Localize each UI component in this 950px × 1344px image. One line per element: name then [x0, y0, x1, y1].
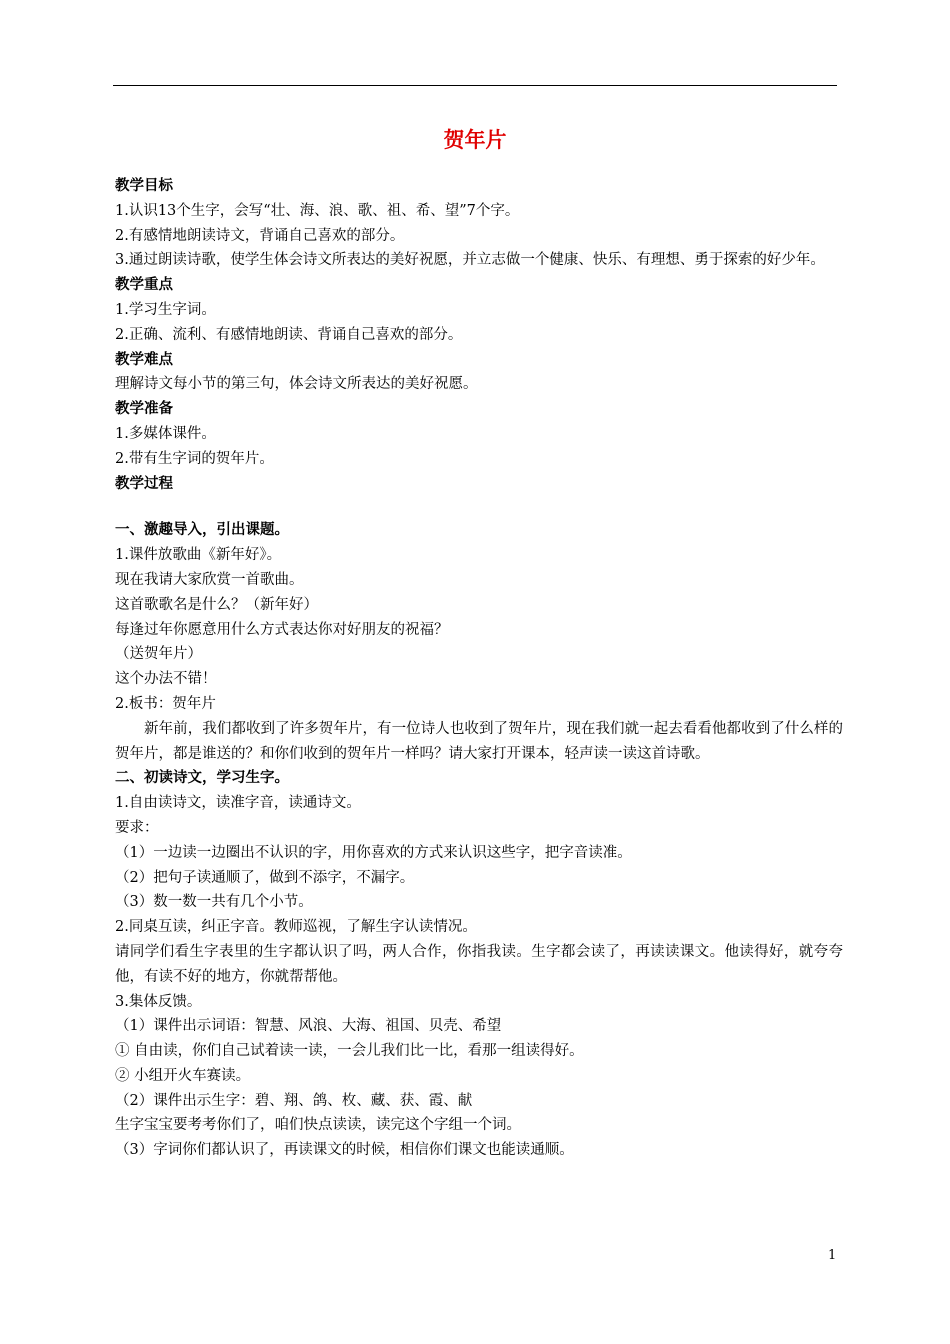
section-heading-objectives: 教学目标 — [115, 178, 173, 194]
paragraph: 1.多媒体课件。 — [115, 425, 216, 442]
paragraph: 1.自由读诗文，读准字音，读通诗文。 — [115, 795, 361, 812]
paragraph: 生字宝宝要考考你们了，咱们快点读读，读完这个字组一个词。 — [115, 1117, 521, 1134]
paragraph: （送贺年片） — [115, 646, 202, 663]
section-heading-process: 教学过程 — [115, 475, 173, 492]
paragraph: （3）字词你们都认识了，再读课文的时候，相信你们课文也能读通顺。 — [115, 1142, 574, 1159]
paragraph: 1.认识13个生字，会写“壮、海、浪、歌、祖、希、望”7个字。 — [115, 202, 520, 219]
paragraph: 3.通过朗读诗歌，使学生体会诗文所表达的美好祝愿，并立志做一个健康、快乐、有理想、勇于探索的好少年。 — [115, 252, 825, 269]
paragraph: ① 自由读，你们自己试着读一读，一会儿我们比一比，看那一组读得好。 — [115, 1043, 584, 1060]
document-body — [115, 174, 843, 1163]
spacer — [115, 496, 843, 518]
paragraph: 2.有感情地朗读诗文，背诵自己喜欢的部分。 — [115, 227, 405, 244]
paragraph: （3）数一数一共有几个小节。 — [115, 894, 313, 911]
step-heading-1: 一、激趣导入，引出课题。 — [115, 522, 289, 539]
paragraph: 3.集体反馈。 — [115, 993, 202, 1010]
paragraph: ② 小组开火车赛读。 — [115, 1067, 251, 1084]
paragraph: （1）课件出示词语：智慧、风浪、大海、祖国、贝壳、希望 — [115, 1018, 502, 1035]
paragraph: 1.课件放歌曲《新年好》。 — [115, 547, 282, 564]
paragraph: 每逢过年你愿意用什么方式表达你对好朋友的祝福？ — [115, 621, 449, 638]
paragraph: 要求： — [115, 819, 159, 836]
paragraph: 2.正确、流利、有感情地朗读、背诵自己喜欢的部分。 — [115, 326, 463, 343]
header-rule — [113, 85, 837, 86]
paragraph: 这首歌歌名是什么？（新年好） — [115, 596, 318, 613]
paragraph: 理解诗文每小节的第三句，体会诗文所表达的美好祝愿。 — [115, 376, 478, 393]
step-heading-2: 二、初读诗文，学习生字。 — [115, 770, 289, 787]
page-number: 1 — [828, 1248, 837, 1263]
paragraph: 新年前，我们都收到了许多贺年片，有一位诗人也收到了贺年片，现在我们就一起去看看他都收到了什么样的贺年片，都是谁送的？和你们收到的贺年片一样吗？请大家打开课本，轻声读一读这首诗歌。 — [115, 720, 843, 762]
paragraph: （2）把句子读通顺了，做到不添字，不漏字。 — [115, 869, 415, 886]
section-heading-difficulties: 教学难点 — [115, 351, 173, 368]
paragraph: （2）课件出示生字：碧、翔、鸽、枚、藏、获、霞、献 — [115, 1092, 473, 1109]
paragraph: 请同学们看生字表里的生字都认识了吗，两人合作，你指我读。生字都会读了，再读读课文。他读得好，就夸夸他，有读不好的地方，你就帮帮他。 — [115, 943, 843, 985]
section-heading-preparation: 教学准备 — [115, 401, 173, 418]
paragraph: 2.同桌互读，纠正字音。教师巡视，了解生字认读情况。 — [115, 919, 477, 936]
paragraph: （1）一边读一边圈出不认识的字，用你喜欢的方式来认识这些字，把字音读准。 — [115, 844, 632, 861]
paragraph: 现在我请大家欣赏一首歌曲。 — [115, 571, 304, 588]
paragraph: 2.带有生字词的贺年片。 — [115, 450, 274, 467]
section-heading-key-points: 教学重点 — [115, 277, 173, 294]
paragraph: 1.学习生字词。 — [115, 301, 216, 318]
page-title: 贺年片 — [443, 128, 507, 152]
paragraph: 2.板书：贺年片 — [115, 695, 216, 712]
paragraph: 这个办法不错！ — [115, 671, 217, 688]
